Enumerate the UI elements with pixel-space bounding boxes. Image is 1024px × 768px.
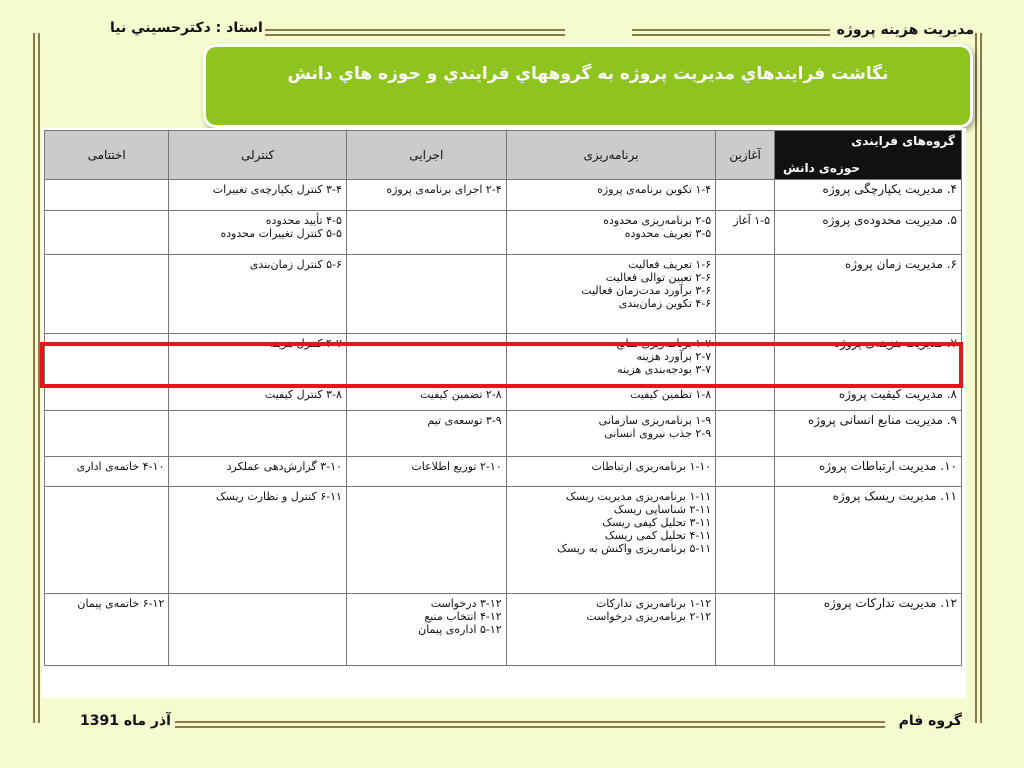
corner-knowledge-areas: حوزه‌ی دانش: [783, 161, 861, 175]
table-row: [45, 180, 962, 211]
process-cell: [169, 411, 347, 457]
process-cell: [346, 211, 506, 255]
process-cell: ۳-۴ کنترل یکپارچه‌ی تغییرات: [169, 180, 347, 211]
process-cell: [45, 180, 169, 211]
process-cell: ۴-۷ کنترل هزینه: [169, 334, 347, 385]
process-cell: ۲-۴ اجرای برنامه‌ی پروژه: [346, 180, 506, 211]
knowledge-area-cell: ۹. مدیریت منابع انسانی پروژه: [775, 411, 962, 457]
process-cell: ۱-۱۰ برنامه‌ریزی ارتباطات: [506, 457, 716, 487]
process-cell: [45, 255, 169, 334]
header-divider-right: [632, 29, 830, 36]
process-cell: ۱-۱۲ برنامه‌ریزی تدارکات ۲-۱۲ برنامه‌ریزی درخواست: [506, 594, 716, 666]
knowledge-area-cell: ۶. مدیریت زمان پروژه: [775, 255, 962, 334]
process-cell: ۲-۸ تضمین کیفیت: [346, 385, 506, 411]
process-cell: [716, 385, 775, 411]
knowledge-area-cell: ۴. مدیریت یکپارچگی پروژه: [775, 180, 962, 211]
process-cell: ۱-۵ آغاز: [716, 211, 775, 255]
process-cell: [169, 594, 347, 666]
table-row: [45, 594, 962, 666]
column-header: آغازین: [716, 131, 775, 180]
instructor-label: استاد : دكترحسيني نيا: [110, 20, 263, 36]
course-title: مديريت هزينه پروژه: [836, 22, 974, 38]
knowledge-area-cell: ۷. مدیریت هزینه‌ی پروژه: [775, 334, 962, 385]
process-cell: [716, 255, 775, 334]
column-header: برنامه‌ریزی: [506, 131, 716, 180]
process-cell: ۴-۵ تأیید محدوده ۵-۵ کنترل تغییرات محدوده: [169, 211, 347, 255]
process-cell: ۶-۱۱ کنترل و نظارت ریسک: [169, 487, 347, 594]
column-header: اختتامی: [45, 131, 169, 180]
knowledge-area-cell: ۱۱. مدیریت ریسک پروژه: [775, 487, 962, 594]
process-cell: [45, 487, 169, 594]
table-header-row: [45, 131, 962, 180]
process-cell: ۱-۴ تکوین برنامه‌ی پروژه: [506, 180, 716, 211]
process-cell: [346, 487, 506, 594]
knowledge-area-cell: ۱۲. مدیریت تدارکات پروژه: [775, 594, 962, 666]
process-cell: ۱-۹ برنامه‌ریزی سازمانی ۲-۹ جذب نیروی انسانی: [506, 411, 716, 457]
column-header: کنترلی: [169, 131, 347, 180]
knowledge-area-cell: ۸. مدیریت کیفیت پروژه: [775, 385, 962, 411]
process-cell: [45, 385, 169, 411]
slide-title: نگاشت فرايندهاي مديريت پروژه به گروههاي فرايندي و حوزه هاي دانش: [287, 64, 889, 84]
table-row: [45, 211, 962, 255]
knowledge-area-cell: ۵. مدیریت محدوده‌ی پروژه: [775, 211, 962, 255]
process-mapping-table: [44, 130, 962, 666]
footer-group: گروه فام: [898, 713, 962, 729]
table-row: [45, 487, 962, 594]
process-cell: [346, 255, 506, 334]
process-cell: ۶-۱۲ خاتمه‌ی پیمان: [45, 594, 169, 666]
process-cell: ۱-۱۱ برنامه‌ریزی مدیریت ریسک ۲-۱۱ شناسایی ریسک ۳-۱۱ تحلیل کیفی ریسک ۴-۱۱ تحلیل کمی ریسک ۵-۱۱ برنامه‌ریزی واکنش به ریسک: [506, 487, 716, 594]
process-cell: [716, 487, 775, 594]
table-row: [45, 255, 962, 334]
corner-process-groups: گروه‌های فرایندی: [851, 134, 955, 148]
process-cell: [716, 180, 775, 211]
process-mapping-panel: [42, 128, 966, 698]
table-row: [45, 385, 962, 411]
process-cell: ۳-۹ توسعه‌ی تیم: [346, 411, 506, 457]
knowledge-area-cell: ۱۰. مدیریت ارتباطات پروژه: [775, 457, 962, 487]
corner-header-cell: [775, 131, 962, 180]
process-cell: [45, 411, 169, 457]
process-cell: ۳-۱۰ گزارش‌دهی عملکرد: [169, 457, 347, 487]
process-cell: [716, 457, 775, 487]
process-cell: [45, 211, 169, 255]
table-row: [45, 457, 962, 487]
footer-divider-left: [175, 721, 885, 728]
header-divider-left: [265, 29, 565, 36]
process-cell: ۵-۶ کنترل زمان‌بندی: [169, 255, 347, 334]
slide-title-box: [206, 47, 970, 125]
process-cell: ۱-۷ برنامه‌ریزی منابع ۲-۷ برآورد هزینه ۳-۷ بودجه‌بندی هزینه: [506, 334, 716, 385]
process-cell: ۴-۱۰ خاتمه‌ی اداری: [45, 457, 169, 487]
cost-management-highlight: [40, 342, 963, 388]
process-cell: ۱-۶ تعریف فعالیت ۲-۶ تعیین توالی فعالیت ۳-۶ برآورد مدت‌زمان فعالیت ۴-۶ تکوین زمان‌بندی: [506, 255, 716, 334]
process-cell: ۲-۵ برنامه‌ریزی محدوده ۳-۵ تعریف محدوده: [506, 211, 716, 255]
column-header: اجرایی: [346, 131, 506, 180]
process-cell: ۲-۱۰ توزیع اطلاعات: [346, 457, 506, 487]
left-border: [33, 33, 40, 723]
process-cell: ۱-۸ تظمین کیفیت: [506, 385, 716, 411]
process-cell: [716, 594, 775, 666]
footer-date: آذر ماه 1391: [80, 713, 171, 729]
process-cell: ۳-۸ کنترل کیفیت: [169, 385, 347, 411]
table-row: [45, 411, 962, 457]
process-cell: [716, 411, 775, 457]
process-cell: ۳-۱۲ درخواست ۴-۱۲ انتخاب منبع ۵-۱۲ اداره‌ی پیمان: [346, 594, 506, 666]
right-border: [975, 33, 982, 723]
